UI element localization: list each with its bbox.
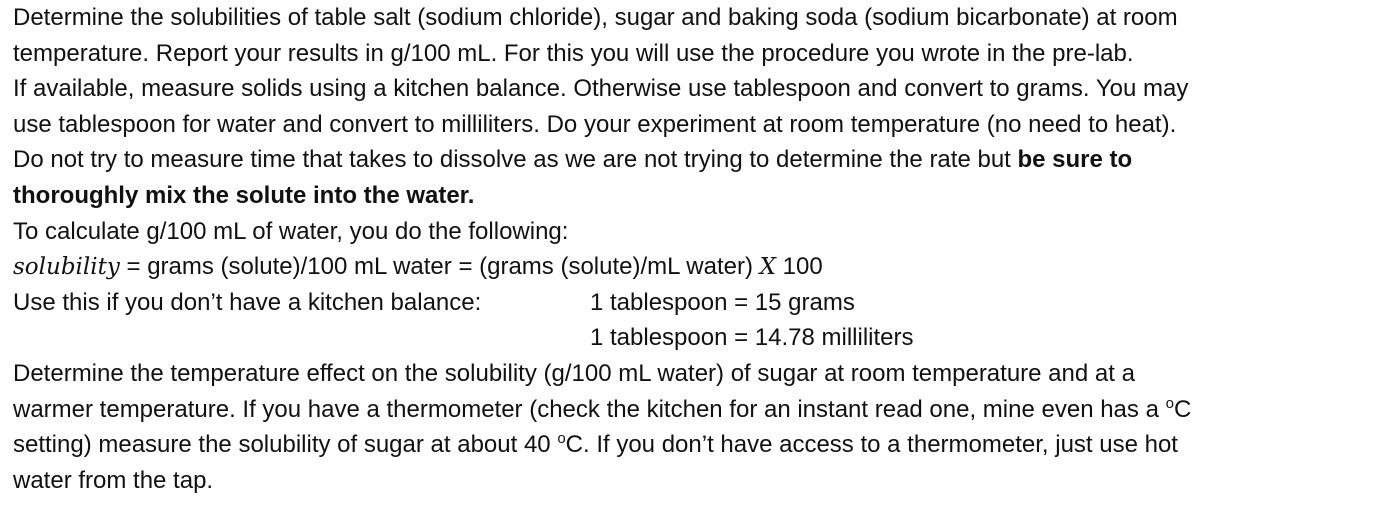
text-line: If available, measure solids using a kitchen balance. Otherwise use tablespoon and convert to grams. You may <box>13 75 1189 103</box>
solubility-formula <box>13 249 1378 285</box>
text-line: water from the tap. <box>13 466 214 494</box>
bold-emphasis-line: thoroughly mix the solute into the water. <box>13 181 475 209</box>
degree-superscript: o <box>557 430 566 448</box>
text-line <box>13 392 1378 428</box>
formula-times: X <box>759 254 776 281</box>
calculation-section <box>13 214 1378 356</box>
text-run: C <box>1173 395 1192 423</box>
conversion-row <box>13 285 1378 321</box>
text-run: Do not try to measure time that takes to dissolve as we are not trying to determine the rate but <box>13 146 1018 174</box>
bold-emphasis: be sure to <box>1017 146 1133 174</box>
formula-text: = grams (solute)/100 mL water = (grams (solute)/mL water) <box>119 253 760 281</box>
text-run: warmer temperature. If you have a thermometer (check the kitchen for an instant read one, mine even has a <box>13 395 1166 423</box>
text-line: use tablespoon for water and convert to milliliters. Do your experiment at room temperature (no need to heat). <box>13 110 1177 138</box>
text-run: C. If you don’t have access to a thermometer, just use hot <box>565 431 1178 459</box>
instructions-paragraph <box>13 0 1378 214</box>
temperature-paragraph <box>13 356 1378 498</box>
conversion-row <box>13 320 1378 356</box>
conversion-grams: 1 tablespoon = 15 grams <box>590 288 855 316</box>
conversion-milliliters: 1 tablespoon = 14.78 milliliters <box>590 324 914 352</box>
text-line <box>13 142 1378 178</box>
degree-superscript: o <box>1165 394 1174 412</box>
formula-variable: solubility <box>13 254 120 281</box>
text-run: setting) measure the solubility of sugar at about 40 <box>13 431 558 459</box>
calc-intro: To calculate g/100 mL of water, you do the following: <box>13 217 569 245</box>
document-body <box>13 0 1378 498</box>
text-line <box>13 427 1378 463</box>
formula-end: 100 <box>776 253 823 281</box>
text-line: Determine the solubilities of table salt (sodium chloride), sugar and baking soda (sodium bicarbonate) at room <box>13 4 1178 31</box>
no-balance-label: Use this if you don’t have a kitchen balance: <box>13 288 482 316</box>
text-line: temperature. Report your results in g/100 mL. For this you will use the procedure you wrote in the pre-lab. <box>13 39 1134 67</box>
text-line: Determine the temperature effect on the solubility (g/100 mL water) of sugar at room temperature and at a <box>13 359 1135 387</box>
